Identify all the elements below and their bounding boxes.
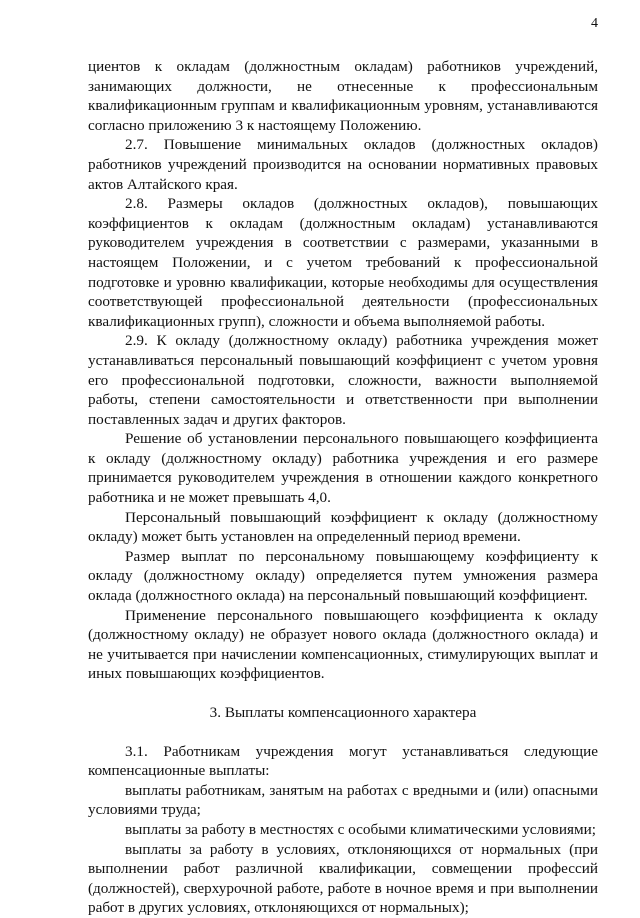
paragraph: 2.8. Размеры окладов (должностных окладов), повышающих коэффициентов к окладам (должностным окладам) устанавливаются руководителем учреждения в соответствии с размерами, указанными в настоящем Положении, и с учетом требований к профессиональной подготовке и уровню квалификации, которые необходимы для осуществления соответствующей профессиональной деятельности (профессиональных квалификационных групп), сложности и объема выполняемой работы. xyxy=(88,195,598,330)
paragraph: 2.9. К окладу (должностному окладу) работника учреждения может устанавливаться персональный повышающий коэффициент с учетом уровня его профессиональной подготовки, сложности, важности выполняемой работы, степени самостоятельности и ответственности при выполнении поставленных задач и других факторов. xyxy=(88,332,598,428)
paragraph: выплаты работникам, занятым на работах с вредными и (или) опасными условиями труда; xyxy=(88,781,598,819)
paragraph: выплаты за работу в условиях, отклоняющихся от нормальных (при выполнении работ различной квалификации, совмещении профессий (должностей), сверхурочной работе, работе в ночное время и при выполнении работ в других условиях, отклоняющихся от нормальных); xyxy=(88,840,598,917)
paragraph: выплаты за работу в местностях с особыми климатическими условиями; xyxy=(125,820,596,838)
document-body xyxy=(88,57,598,918)
paragraph: Решение об установлении персонального повышающего коэффициента к окладу (должностному окладу) работника учреждения и его размере принимается руководителем учреждения в отношении каждого конкретного работника и не может превышать 4,0. xyxy=(88,430,598,507)
section-heading: 3. Выплаты компенсационного характера xyxy=(209,704,477,721)
paragraph: 3.1. Работникам учреждения могут устанавливаться следующие компенсационные выплаты: xyxy=(88,742,598,780)
paragraph: 2.7. Повышение минимальных окладов (должностных окладов) работников учреждений производится на основании нормативных правовых актов Алтайского края. xyxy=(88,136,598,193)
spacer xyxy=(88,723,598,742)
paragraph: Персональный повышающий коэффициент к окладу (должностному окладу) может быть установлен на определенный период времени. xyxy=(88,508,598,546)
paragraph: Размер выплат по персональному повышающему коэффициенту к окладу (должностному окладу) определяется путем умножения размера оклада (должностного оклада) на персональный повышающий коэффициент. xyxy=(88,547,598,605)
paragraph: Применение персонального повышающего коэффициента к окладу (должностному окладу) не образует нового оклада (должностного оклада) и не учитывается при начислении компенсационных, стимулирующих выплат и иных повышающих коэффициентов. xyxy=(88,606,598,683)
page-number: 4 xyxy=(591,16,598,31)
spacer xyxy=(88,684,598,703)
paragraph: циентов к окладам (должностным окладам) работников учреждений, занимающих должности, не отнесенные к профессиональным квалификационным группам и квалификационным уровням, устанавливаются согласно приложению 3 к настоящему Положению. xyxy=(88,58,598,134)
